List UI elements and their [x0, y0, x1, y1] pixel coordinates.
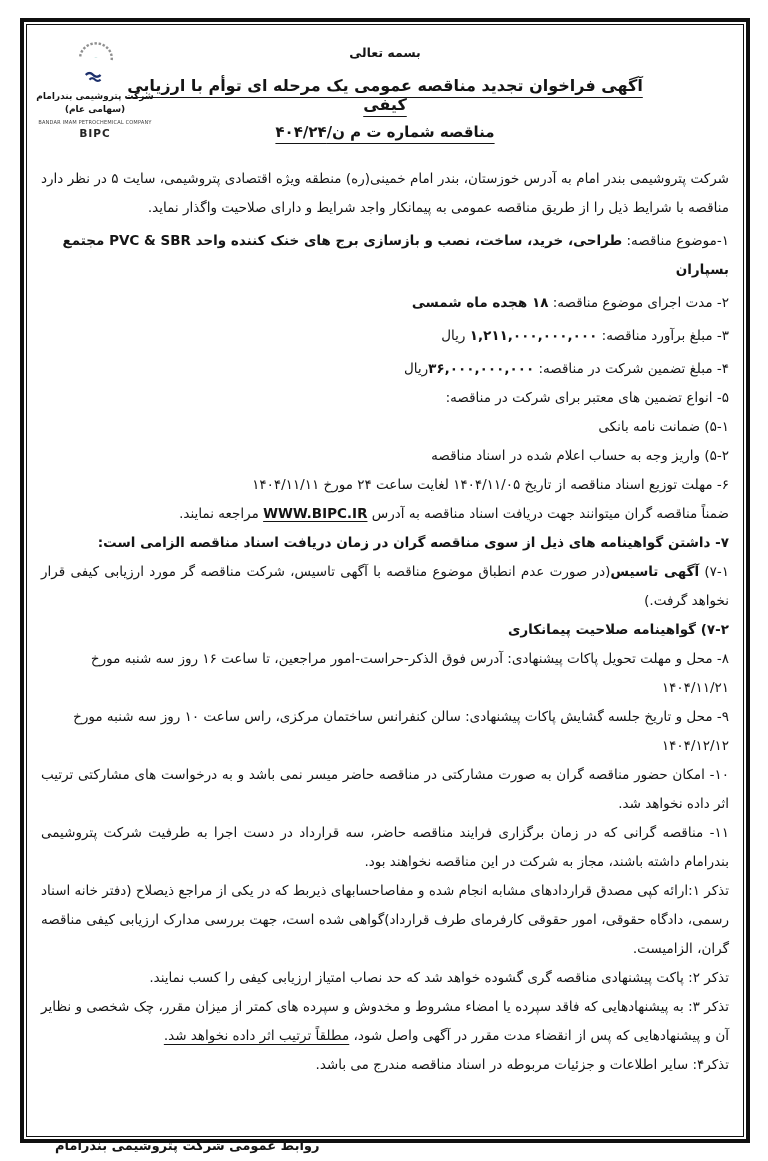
item-11-active-contracts: ۱۱- مناقصه گرانی که در زمان برگزاری فرایند مناقصه حاضر، سه قرارداد در دست اجرا به طرفیت شرکت پتروشیمی بندرامام داشته باشند، مجاز به شرکت در این مناقصه نخواهند بود.: [41, 825, 729, 870]
item-7-1-label: آگهی تاسیس: [610, 564, 700, 580]
page-title: آگهی فراخوان تجدید مناقصه عمومی یک مرحله ای توأم با ارزیابی کیفی: [127, 76, 643, 114]
intro-paragraph: شرکت پتروشیمی بندر امام به آدرس خوزستان، بندر امام خمینی(ره) منطقه ویژه اقتصادی پتروشیمی، سایت ۵ در نظر دارد مناقصه با شرایط ذیل را از طریق مناقصه عمومی به پیمانکار واجد شرایط و دارای صلاحیت واگذار نماید.: [41, 171, 729, 216]
item-7-2-contractor-certificate: [41, 616, 729, 645]
item-4-label: ۴- مبلغ تضمین شرکت در مناقصه:: [534, 361, 729, 377]
item-8-delivery-deadline: ۸- محل و مهلت تحویل پاکات پیشنهادی: آدرس فوق الذکر-حراست-امور مراجعین، تا ساعت ۱۶ روز سه شنبه مورخ ۱۴۰۴/۱۱/۲۱: [90, 651, 729, 696]
logo-abbr: BIPC: [79, 128, 111, 140]
item-7-2-label: ۷-۲) گواهینامه صلاحیت پیمانکاری: [508, 622, 729, 638]
item-6-distribution-deadline: ۶- مهلت توزیع اسناد مناقصه از تاریخ ۱۴۰۴/۱۱/۰۵ لغایت ساعت ۲۴ مورخ ۱۴۰۴/۱۱/۱۱: [252, 477, 729, 493]
tender-number: مناقصه شماره ت م ن/۴۰۴/۲۴: [275, 123, 495, 141]
item-3-estimate-amount: [41, 322, 729, 351]
remark-2: تذکر ۲: پاکت پیشنهادی مناقصه گری گشوده خواهد شد که حد نصاب امتیاز ارزیابی کیفی را کسب نمایند.: [149, 970, 729, 986]
item-1-subject: [41, 227, 729, 285]
item-10-no-consortium: ۱۰- امکان حضور مناقصه گران به صورت مشارکتی در مناقصه حاضر میسر نمی باشد و به درخواست های مشارکتی ترتیب اثر داده نخواهد شد.: [41, 767, 729, 812]
bipc-website-link[interactable]: WWW.BIPC.IR: [263, 506, 368, 522]
item-5-1-bank-guarantee: ۵-۱) ضمانت نامه بانکی: [598, 419, 729, 435]
item-3-amount: ۱,۲۱۱,۰۰۰,۰۰۰,۰۰۰: [469, 328, 598, 344]
item-7-heading: ۷- داشتن گواهینامه های ذیل از سوی مناقصه گران در زمان دریافت اسناد مناقصه الزامی است:: [97, 535, 729, 551]
item-2-label: ۲- مدت اجرای موضوع مناقصه:: [548, 295, 729, 311]
logo-company-name-en: BANDAR IMAM PETROCHEMICAL COMPANY: [38, 120, 152, 126]
remark-1: تذکر ۱:ارائه کپی مصدق قراردادهای مشابه انجام شده و مفاصاحسابهای ذیربط که در یکی از مراجع ذیصلاح (دفتر خانه اسناد رسمی، دادگاه حقوقی، امور حقوقی کارفرمای طرف قرارداد)گواهی شده است، جهت بررسی مدارک ارزیابی کیفی مناقصه گران، الزامیست.: [41, 883, 729, 957]
item-3-label: ۳- مبلغ برآورد مناقصه:: [597, 328, 729, 344]
item-5-guarantee-types: ۵- انواع تضمین های معتبر برای شرکت در مناقصه:: [445, 390, 729, 406]
bismillah-text: بسمه تعالی: [349, 45, 421, 60]
remark-3: [41, 993, 729, 1051]
item-4-guarantee-amount: [41, 355, 729, 384]
item-9-opening-session: ۹- محل و تاریخ جلسه گشایش پاکات پیشنهادی: سالن کنفرانس ساختمان مرکزی، راس ساعت ۱۰ روز سه شنبه مورخ ۱۴۰۴/۱۲/۱۲: [73, 709, 729, 754]
signature-public-relations: روابط عمومی شرکت پتروشیمی بندرامام: [55, 1139, 320, 1154]
item-4-currency: ریال: [403, 361, 429, 377]
remark-3-text: تذکر ۳: به پیشنهادهایی که فاقد سپرده یا امضاء مشروط و مخدوش و سپرده های کمتر از میزان مقرر، چک شخصی و نظایر آن و پیشنهادهایی که پس از انقضاء مدت مقرر در آگهی واصل شود،: [41, 999, 729, 1044]
item-2-value: ۱۸ هجده ماه شمسی: [411, 295, 549, 311]
site-note-pre: ضمناً مناقصه گران میتوانند جهت دریافت اسناد مناقصه به آدرس: [367, 506, 729, 522]
item-3-currency: ریال: [441, 328, 470, 344]
logo-company-name-fa: شرکت پتروشیمی بندرامام (سهامی عام): [36, 92, 154, 115]
document-body: [41, 165, 729, 1161]
item-7-1-establishment-notice: [41, 558, 729, 616]
item-1-label: ۱-موضوع مناقصه:: [622, 233, 729, 249]
item-7-certificates: [41, 529, 729, 558]
remark-4: تذکر۴: سایر اطلاعات و جزئیات مربوطه در اسناد مناقصه مندرج می باشد.: [315, 1057, 729, 1073]
remark-3-underlined-text: مطلقاً ترتیب اثر داده نخواهد شد.: [163, 1028, 350, 1044]
item-7-1-note: (در صورت عدم انطباق موضوع مناقصه با آگهی تاسیس، شرکت مناقصه گر مورد ارزیابی کیفی قرار نخواهد گرفت.): [41, 564, 729, 609]
item-2-duration: [41, 289, 729, 318]
item-4-amount: ۳۶,۰۰۰,۰۰۰,۰۰۰: [428, 361, 535, 377]
site-note: [41, 500, 729, 529]
page-border: [20, 18, 750, 1154]
item-7-1-number: ۷-۱): [699, 564, 730, 580]
page-border-inner: [26, 24, 744, 1154]
item-5-2-deposit: ۵-۲) واریز وجه به حساب اعلام شده در اسناد مناقصه: [431, 448, 729, 464]
site-note-post: مراجعه نمایند.: [179, 506, 264, 522]
item-1-value: طراحی، خرید، ساخت، نصب و بازسازی برج های خنک کننده واحد PVC & SBR مجتمع بسپاران: [62, 233, 729, 278]
